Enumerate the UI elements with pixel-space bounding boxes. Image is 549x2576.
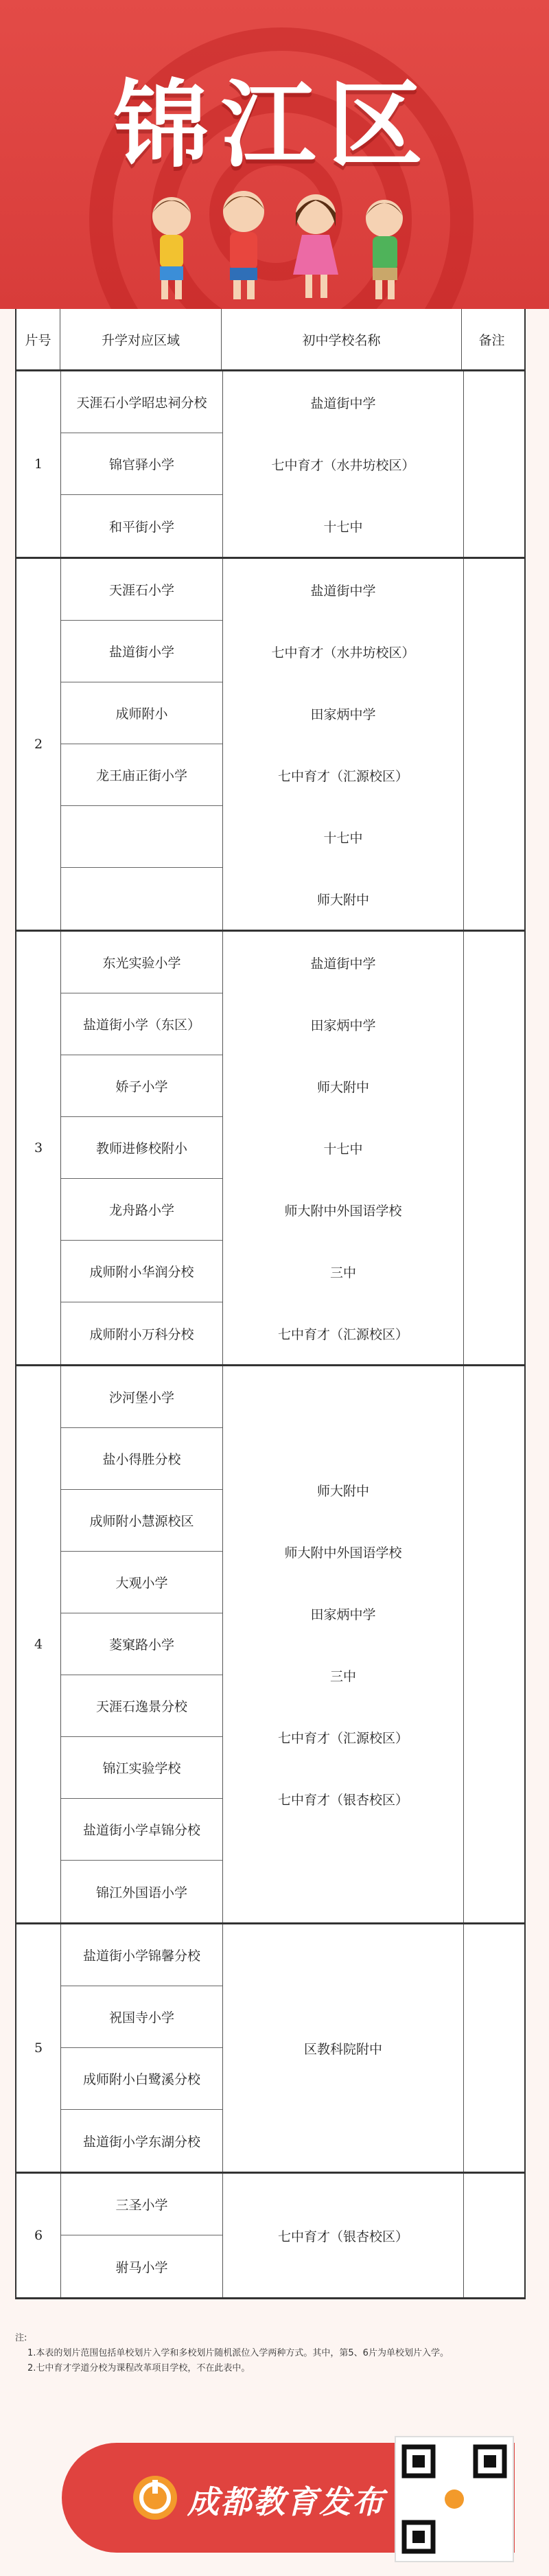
school-cell: 盐道街中学: [310, 395, 376, 411]
school-column: [223, 559, 464, 930]
area-cell: 教师进修校附小: [61, 1117, 222, 1179]
remark-cell: [464, 932, 524, 1364]
piece-number: 1: [16, 371, 61, 557]
school-cell: 田家炳中学: [310, 1607, 376, 1622]
area-cell: 祝国寺小学: [61, 1986, 222, 2048]
col-header-area: 升学对应区域: [60, 309, 222, 369]
brand-name: 成都教育发布: [187, 2483, 385, 2520]
area-cell: 锦江实验学校: [61, 1737, 222, 1799]
table-group: [16, 559, 524, 932]
qr-code-icon[interactable]: [395, 2436, 514, 2562]
area-cell: 龙舟路小学: [61, 1179, 222, 1241]
area-cell: 成师附小万科分校: [89, 1326, 194, 1342]
area-column: [61, 1924, 223, 2172]
school-cell: 三中: [329, 1668, 356, 1684]
area-cell: [61, 868, 222, 930]
area-cell: 盐小得胜分校: [61, 1428, 222, 1490]
area-cell: 娇子小学: [61, 1055, 222, 1117]
area-column: [61, 559, 223, 930]
area-cell: 天涯石小学: [61, 559, 222, 621]
school-cell: 七中育才（汇源校区）: [277, 768, 408, 784]
page-title: 锦江区: [113, 70, 435, 181]
brand-logo-icon: [132, 2474, 178, 2521]
table-group: [16, 2174, 524, 2299]
notes-label: 注:: [15, 2333, 27, 2343]
school-cell: 师大附中: [316, 1483, 369, 1499]
header-banner: [0, 0, 549, 309]
school-cell: 田家炳中学: [310, 706, 376, 722]
school-cell: 十七中: [323, 519, 363, 535]
school-cell: 师大附中: [316, 892, 369, 908]
area-cell: 锦官驿小学: [61, 433, 222, 495]
area-cell: 成师附小华润分校: [61, 1241, 222, 1302]
note-line-1: 1.本表的划片范围包括单校划片入学和多校划片随机派位入学两种方式。其中，第5、6片为单校划片入学。: [27, 2348, 449, 2358]
area-cell: 三圣小学: [61, 2174, 222, 2235]
area-column: [61, 932, 223, 1364]
area-cell: 东光实验小学: [61, 932, 222, 993]
area-cell: 沙河堡小学: [61, 1366, 222, 1428]
area-cell: 大观小学: [61, 1552, 222, 1613]
col-header-piece: 片号: [16, 309, 60, 369]
area-cell: 盐道街小学卓锦分校: [61, 1799, 222, 1861]
area-cell: 成师附小慧源校区: [61, 1490, 222, 1552]
area-column: [61, 1366, 223, 1922]
table-group: [16, 1924, 524, 2174]
note-line-2: 2.七中育才学道分校为课程改革项目学校，不在此表中。: [27, 2363, 250, 2373]
area-cell: 天涯石逸景分校: [61, 1675, 222, 1737]
piece-number: 6: [16, 2174, 61, 2297]
piece-number: 4: [16, 1366, 61, 1922]
area-cell: 盐道街小学（东区）: [61, 993, 222, 1055]
school-cell: 十七中: [323, 1141, 363, 1157]
area-cell: 驸马小学: [115, 2259, 168, 2275]
school-cell: 十七中: [323, 830, 363, 846]
school-cell: 七中育才（银杏校区）: [277, 2229, 408, 2244]
area-cell: 盐道街小学东湖分校: [82, 2134, 200, 2150]
area-cell: 和平街小学: [108, 519, 174, 535]
area-column: [61, 371, 223, 557]
col-header-school: 初中学校名称: [222, 309, 462, 369]
piece-number: 5: [16, 1924, 61, 2172]
area-cell: 天涯石小学昭忠祠分校: [61, 371, 222, 433]
school-cell: 师大附中外国语学校: [284, 1203, 402, 1219]
area-cell: 盐道街小学锦馨分校: [61, 1924, 222, 1986]
remark-cell: [464, 2174, 524, 2297]
area-cell: 成师附小: [61, 682, 222, 744]
school-cell: 田家炳中学: [310, 1017, 376, 1033]
school-cell: 师大附中外国语学校: [284, 1545, 402, 1561]
area-cell: 盐道街小学: [61, 621, 222, 682]
table-header: [16, 309, 524, 371]
school-column: [223, 1924, 464, 2172]
area-cell: 成师附小白鹭溪分校: [61, 2048, 222, 2110]
school-cell: 七中育才（水井坊校区）: [271, 645, 415, 660]
school-cell: 区教科院附中: [303, 2041, 382, 2057]
school-cell: 七中育才（银杏校区）: [277, 1792, 408, 1808]
school-column: [223, 1366, 464, 1922]
area-cell: 龙王庙正街小学: [61, 744, 222, 806]
col-header-remark: 备注: [478, 332, 505, 348]
table-group: [16, 932, 524, 1366]
school-cell: 盐道街中学: [310, 956, 376, 971]
school-column: [223, 371, 464, 557]
district-table: [15, 309, 526, 2299]
school-cell: 七中育才（汇源校区）: [277, 1326, 408, 1342]
school-cell: 三中: [329, 1265, 356, 1280]
school-cell: 师大附中: [316, 1079, 369, 1095]
remark-cell: [464, 1366, 524, 1922]
piece-number: 2: [16, 559, 61, 930]
school-cell: 盐道街中学: [310, 583, 376, 599]
remark-cell: [464, 559, 524, 930]
area-cell: [61, 806, 222, 868]
area-cell: 锦江外国语小学: [95, 1885, 187, 1900]
notes: [15, 2331, 523, 2376]
school-cell: 七中育才（汇源校区）: [277, 1730, 408, 1746]
school-column: [223, 932, 464, 1364]
remark-cell: [464, 1924, 524, 2172]
area-cell: 菱窠路小学: [61, 1613, 222, 1675]
remark-cell: [464, 371, 524, 557]
school-cell: 七中育才（水井坊校区）: [271, 457, 415, 473]
school-column: [223, 2174, 464, 2297]
area-column: [61, 2174, 223, 2297]
children-illustration: [134, 185, 422, 306]
table-group: [16, 371, 524, 559]
piece-number: 3: [16, 932, 61, 1364]
table-group: [16, 1366, 524, 1924]
